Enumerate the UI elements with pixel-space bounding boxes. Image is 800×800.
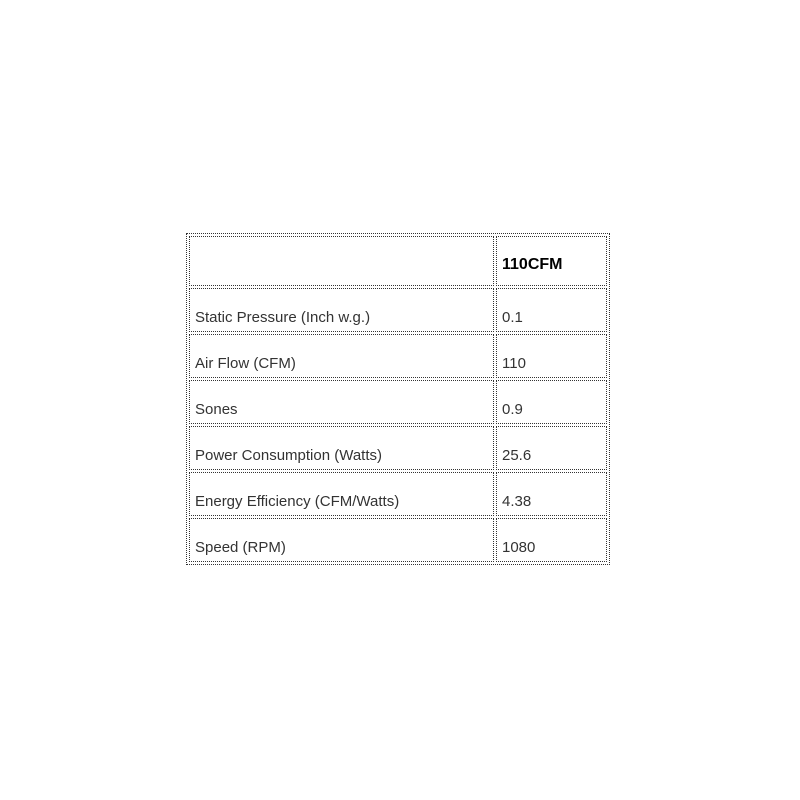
table-row bbox=[189, 472, 607, 516]
row-label-air-flow: Air Flow (CFM) bbox=[189, 334, 494, 378]
row-value-static-pressure: 0.1 bbox=[496, 288, 607, 332]
table-row bbox=[189, 288, 607, 332]
table-row bbox=[189, 334, 607, 378]
header-model-cell: 110CFM bbox=[496, 236, 607, 286]
row-label-power-consumption: Power Consumption (Watts) bbox=[189, 426, 494, 470]
row-value-energy-efficiency: 4.38 bbox=[496, 472, 607, 516]
row-label-static-pressure: Static Pressure (Inch w.g.) bbox=[189, 288, 494, 332]
row-label-speed: Speed (RPM) bbox=[189, 518, 494, 562]
row-label-energy-efficiency: Energy Efficiency (CFM/Watts) bbox=[189, 472, 494, 516]
row-label-sones: Sones bbox=[189, 380, 494, 424]
table-header-row bbox=[189, 236, 607, 286]
row-value-power-consumption: 25.6 bbox=[496, 426, 607, 470]
table-row bbox=[189, 518, 607, 562]
row-value-speed: 1080 bbox=[496, 518, 607, 562]
fan-spec-table bbox=[186, 233, 610, 565]
row-value-sones: 0.9 bbox=[496, 380, 607, 424]
table-row bbox=[189, 380, 607, 424]
header-empty-cell bbox=[189, 236, 494, 286]
table-row bbox=[189, 426, 607, 470]
row-value-air-flow: 110 bbox=[496, 334, 607, 378]
